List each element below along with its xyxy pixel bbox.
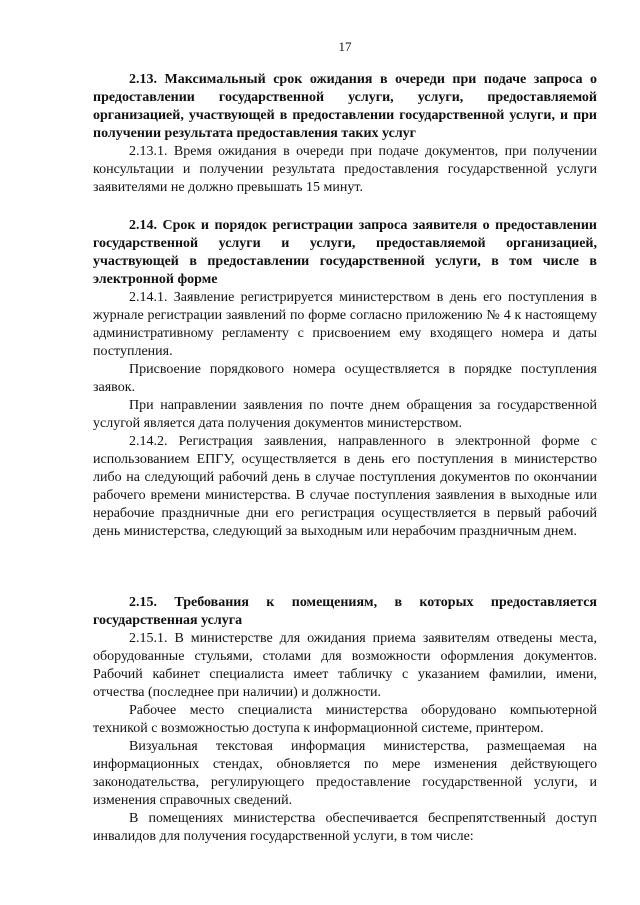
paragraph: При направлении заявления по почте днем обращения за государственной услугой является дата получения документов министерством. [93, 398, 597, 431]
paragraph: В помещениях министерства обеспечивается беспрепятственный доступ инвалидов для получения государственной услуги, в том числе: [93, 811, 597, 844]
section-heading: 2.15. Требования к помещениям, в которых предоставляется государственная услуга [93, 595, 597, 628]
section-2-15 [93, 594, 597, 846]
paragraph: 2.14.2. Регистрация заявления, направленного в электронной форме с использованием ЕПГУ, осуществляется в день его поступления в министерство либо на следующий рабочий день в случае поступления документов по окончании рабочего времени министерства. В случае поступления заявления в выходные или нерабочие праздничные дни его регистрация осуществляется в первый рабочий день министерства, следующий за выходным или нерабочим праздничным днем. [93, 434, 597, 539]
paragraph: Визуальная текстовая информация министерства, размещаемая на информационных стендах, обновляется по мере изменения действующего законодательства, регулирующего предоставление государственной услуги, и изменения справочных сведений. [93, 739, 597, 808]
paragraph: 2.14.1. Заявление регистрируется министерством в день его поступления в журнале регистрации заявлений по форме согласно приложению № 4 к настоящему административному регламенту с присвоением ему входящего номера и даты поступления. [93, 290, 597, 359]
section-heading: 2.13. Максимальный срок ожидания в очереди при подаче запроса о предоставлении государственной услуги, услуги, предоставляемой организацией, участвующей в предоставлении государственной услуги, и при получении результата предоставления таких услуг [93, 72, 597, 141]
paragraph: 2.15.1. В министерстве для ожидания приема заявителям отведены места, оборудованные стульями, столами для возможности оформления документов. Рабочий кабинет специалиста имеет табличку с указанием фамилии, имени, отчества (последнее при наличии) и должности. [93, 631, 597, 700]
paragraph: 2.13.1. Время ожидания в очереди при подаче документов, при получении консультации и получении результата предоставления государственной услуги заявителями не должно превышать 15 минут. [93, 144, 597, 195]
paragraph: Присвоение порядкового номера осуществляется в порядке поступления заявок. [93, 362, 597, 395]
section-heading: 2.14. Срок и порядок регистрации запроса заявителя о предоставлении государственной услуги и услуги, предоставляемой организацией, участвующей в предоставлении государственной услуги, в том числе в электронной форме [93, 218, 597, 287]
document-page [93, 0, 597, 905]
section-2-14 [93, 217, 597, 541]
paragraph: Рабочее место специалиста министерства оборудовано компьютерной техникой с возможностью доступа к информационной системе, принтером. [93, 703, 597, 736]
page-number: 17 [338, 39, 352, 54]
section-2-13 [93, 71, 597, 197]
